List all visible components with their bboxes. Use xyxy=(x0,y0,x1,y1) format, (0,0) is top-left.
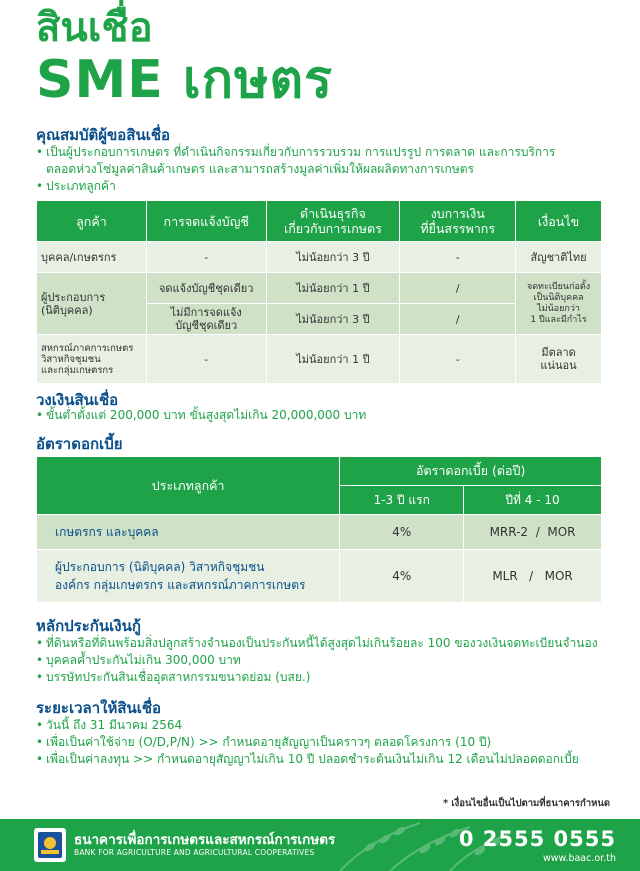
table-header-row xyxy=(37,201,602,242)
interest-heading: อัตราดอกเบี้ย xyxy=(36,435,123,453)
col-header-rate: อัตราดอกเบี้ย (ต่อปี) xyxy=(340,457,602,486)
table-row: เกษตรกร และบุคคล 4% MRR-2 / MOR xyxy=(37,515,602,550)
list-item: • เพื่อเป็นค่าใช้จ่าย (O/D,P/N) >> กำหนดอายุสัญญาเป็นคราวๆ ตลอดโครงการ (10 ปี) xyxy=(36,734,616,751)
list-item: • ขั้นต่ำตั้งแต่ 200,000 บาท ขั้นสูงสุดไม่เกิน 20,000,000 บาท xyxy=(36,407,616,424)
title-line-1: สินเชื่อ xyxy=(36,5,153,51)
col-header-year1-3: 1-3 ปี แรก xyxy=(340,486,464,515)
interest-table xyxy=(36,456,602,603)
col-header-business: ดำเนินธุรกิจ เกี่ยวกับการเกษตร xyxy=(266,201,400,242)
period-list xyxy=(36,717,616,768)
footer xyxy=(0,819,640,871)
list-item: • บุคคลค้ำประกันไม่เกิน 300,000 บาท xyxy=(36,652,616,669)
bank-name-english: BANK FOR AGRICULTURE AND AGRICULTURAL COOPERATIVES xyxy=(74,848,315,857)
col-header-customer-type: ประเภทลูกค้า xyxy=(37,457,340,515)
collateral-heading: หลักประกันเงินกู้ xyxy=(36,617,141,635)
credit-limit-heading: วงเงินสินเชื่อ xyxy=(36,391,119,409)
qualifications-list xyxy=(36,144,616,195)
table-row: ไม่มีการจดแจ้ง บัญชีชุดเดียว ไม่น้อยกว่า 3 ปี / xyxy=(37,304,602,335)
qualifications-heading: คุณสมบัติผู้ขอสินเชื่อ xyxy=(36,126,171,144)
list-item: • วันนี้ ถึง 31 มีนาคม 2564 xyxy=(36,717,616,734)
title-line-2: SME เกษตร xyxy=(36,50,334,110)
list-item: • เป็นผู้ประกอบการเกษตร ที่ดำเนินกิจกรรมเกี่ยวกับการรวบรวม การแปรรูป การตลาด และการบริการ ตลอดห่วงโซ่มูลค่าสินค้าเกษตร และสามารถสร้างมูลค่าเพิ่มให้ผลผลิตทางการเกษตร xyxy=(36,144,616,178)
phone-number: 0 2555 0555 xyxy=(458,827,616,851)
col-header-tax: งบการเงิน ที่ยื่นสรรพากร xyxy=(400,201,516,242)
list-item: • ประเภทลูกค้า xyxy=(36,178,616,195)
list-item: • เพื่อเป็นค่าลงทุน >> กำหนดอายุสัญญาไม่เกิน 10 ปี ปลอดชำระต้นเงินไม่เกิน 12 เดือนไม่ปลอดดอกเบี้ย xyxy=(36,751,616,768)
col-header-condition: เงื่อนไข xyxy=(516,201,602,242)
list-item: • ที่ดินหรือที่ดินพร้อมสิ่งปลูกสร้างจำนองเป็นประกันหนี้ได้สูงสุดไม่เกินร้อยละ 100 ของวงเงินจดทะเบียนจำนอง xyxy=(36,635,616,652)
table-row: ผู้ประกอบการ (นิติบุคคล) จดแจ้งบัญชีชุดเดียว ไม่น้อยกว่า 1 ปี / จดทะเบียนก่อตั้ง เป็นนิติบุคคล ไม่น้อยกว่า 1 ปีและมีกำไร xyxy=(37,273,602,304)
footnote: * เงื่อนไขอื่นเป็นไปตามที่ธนาคารกำหนด xyxy=(443,798,610,809)
table-row: ผู้ประกอบการ (นิติบุคคล) วิสาหกิจชุมชน องค์กร กลุ่มเกษตรกร และสหกรณ์ภาคการเกษตร 4% MLR / MOR xyxy=(37,550,602,603)
table-row: สหกรณ์ภาคการเกษตร วิสาหกิจชุมชน และกลุ่มเกษตรกร - ไม่น้อยกว่า 1 ปี - มีตลาด แน่นอน xyxy=(37,335,602,384)
bank-name-thai: ธนาคารเพื่อการเกษตรและสหกรณ์การเกษตร xyxy=(74,832,336,848)
list-item: • บรรษัทประกันสินเชื่ออุตสาหกรรมขนาดย่อม (บสย.) xyxy=(36,669,616,686)
website-link[interactable]: www.baac.or.th xyxy=(543,853,616,864)
baac-logo xyxy=(34,828,66,862)
credit-limit-list xyxy=(36,407,616,424)
table-row: บุคคล/เกษตรกร - ไม่น้อยกว่า 3 ปี - สัญชาติไทย xyxy=(37,242,602,273)
period-heading: ระยะเวลาให้สินเชื่อ xyxy=(36,699,162,717)
collateral-list xyxy=(36,635,616,686)
col-header-customer: ลูกค้า xyxy=(37,201,147,242)
col-header-year4-10: ปีที่ 4 - 10 xyxy=(464,486,602,515)
customer-type-table xyxy=(36,200,602,384)
col-header-account: การจดแจ้งบัญชี xyxy=(146,201,266,242)
